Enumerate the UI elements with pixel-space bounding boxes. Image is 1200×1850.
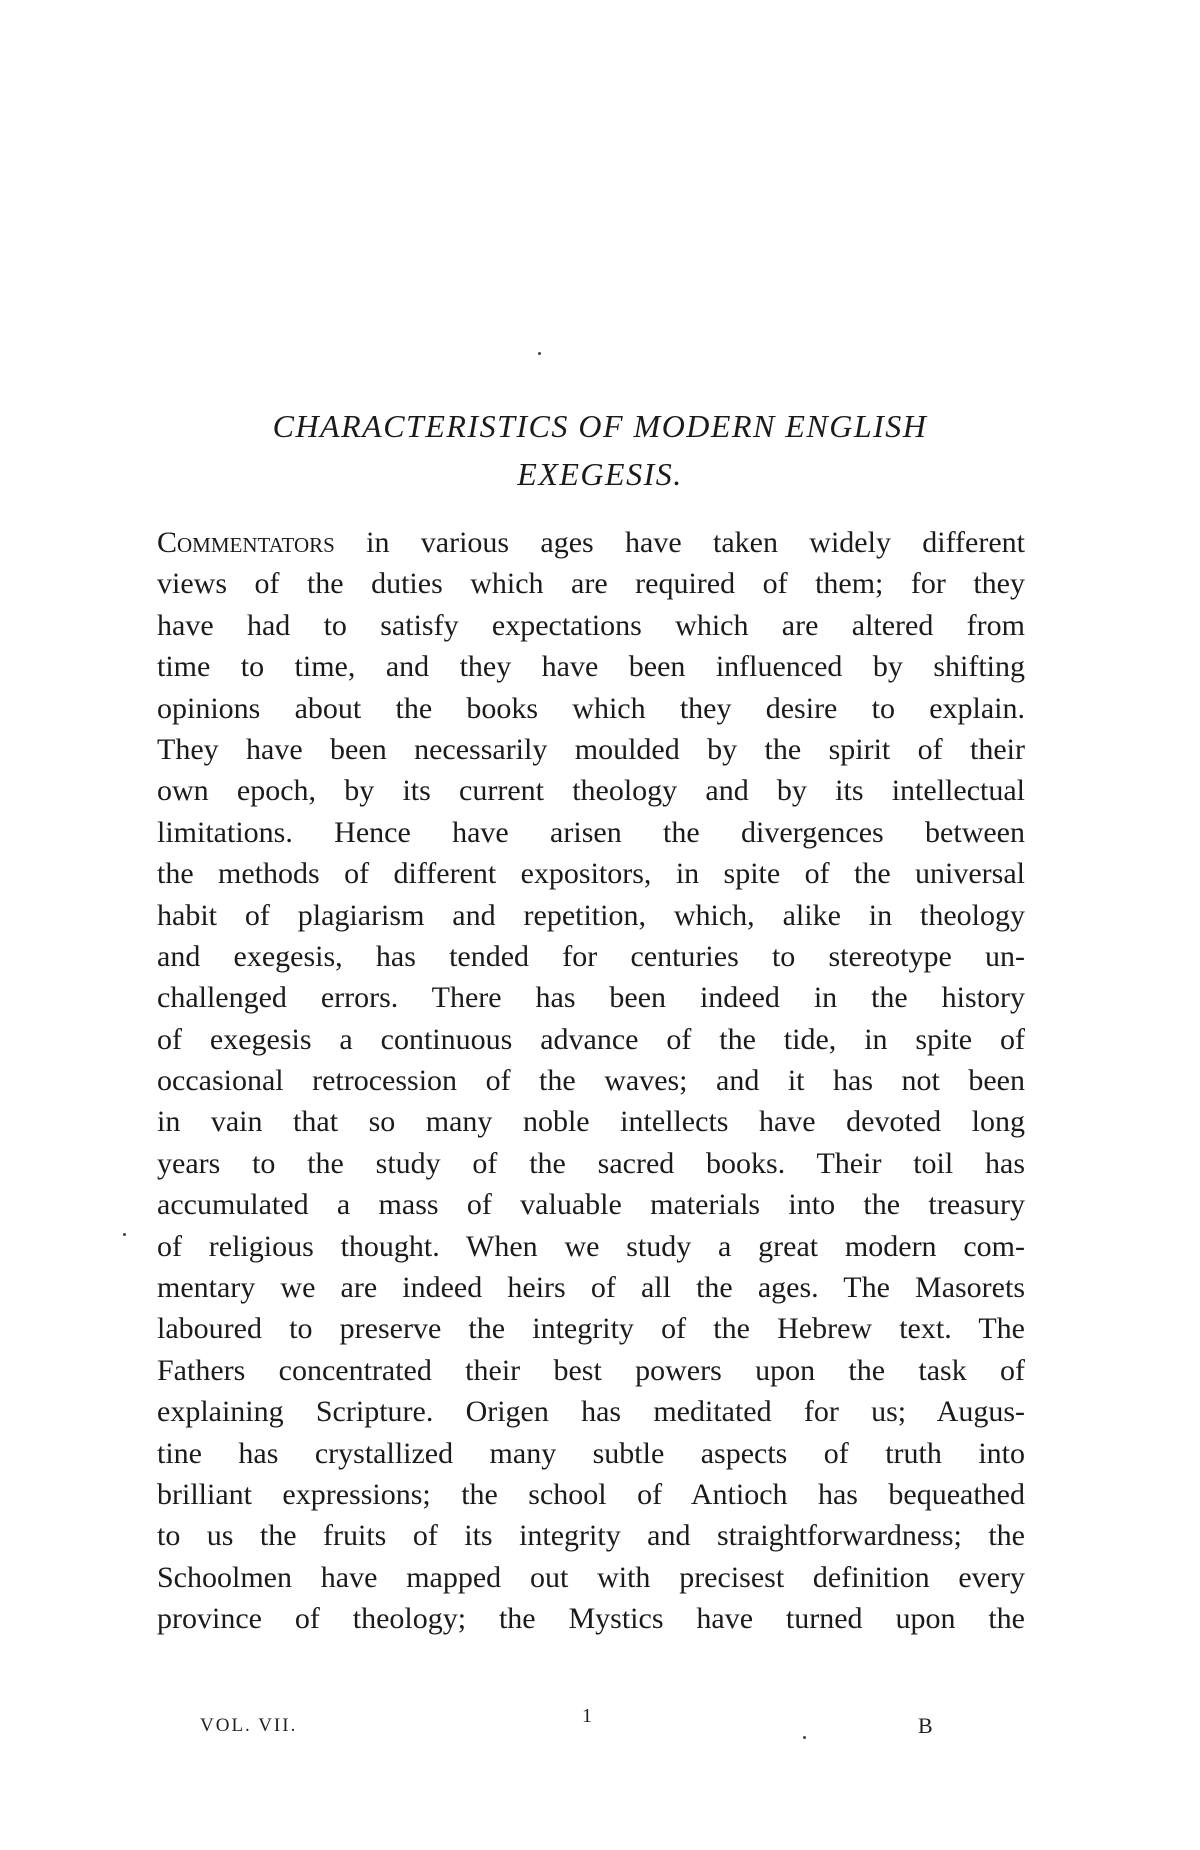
first-line-rest: in various ages have taken widely different <box>334 526 1025 559</box>
signature-mark: B <box>918 1713 933 1738</box>
opening-word: Commentators <box>157 526 335 559</box>
body-line: Fathers concentrated their best powers upon the task of <box>157 1353 1025 1387</box>
body-line: challenged errors. There has been indeed in the history <box>157 981 1025 1015</box>
body-line: own epoch, by its current theology and by its intellectual <box>157 774 1025 808</box>
body-line: of exegesis a continuous advance of the tide, in spite of <box>157 1022 1025 1056</box>
body-line: accumulated a mass of valuable materials into the treasury <box>157 1188 1025 1222</box>
body-line-1 <box>157 522 1025 563</box>
scan-speck <box>538 352 541 355</box>
body-line: tine has crystallized many subtle aspects of truth into <box>157 1436 1025 1470</box>
body-line: Schoolmen have mapped out with precisest definition every <box>157 1560 1025 1594</box>
body-line: views of the duties which are required of them; for they <box>157 567 1025 601</box>
page-number: 1 <box>582 1705 592 1727</box>
chapter-title <box>155 402 1045 498</box>
body-line: habit of plagiarism and repetition, which, alike in theology <box>157 898 1025 932</box>
scan-speck <box>803 1736 806 1739</box>
body-text <box>157 522 1025 1640</box>
body-line: the methods of different expositors, in spite of the universal <box>157 857 1025 891</box>
body-line: time to time, and they have been influenced by shifting <box>157 650 1025 684</box>
body-line: of religious thought. When we study a great modern com- <box>157 1229 1025 1263</box>
scan-speck <box>123 1233 126 1236</box>
body-line: province of theology; the Mystics have turned upon the <box>157 1602 1025 1636</box>
body-line: have had to satisfy expectations which are altered from <box>157 608 1025 642</box>
body-line: to us the fruits of its integrity and straightforwardness; the <box>157 1519 1025 1553</box>
body-line: occasional retrocession of the waves; and it has not been <box>157 1064 1025 1098</box>
chapter-title-line-1: CHARACTERISTICS OF MODERN ENGLISH <box>272 408 928 444</box>
volume-label: VOL. VII. <box>200 1715 298 1736</box>
body-line: opinions about the books which they desire to explain. <box>157 691 1025 725</box>
body-line: and exegesis, has tended for centuries to stereotype un- <box>157 939 1025 973</box>
body-line: limitations. Hence have arisen the divergences between <box>157 815 1025 849</box>
body-line: years to the study of the sacred books. Their toil has <box>157 1146 1025 1180</box>
page-footer <box>0 1705 1200 1745</box>
body-line: explaining Scripture. Origen has meditated for us; Augus- <box>157 1395 1025 1429</box>
body-line: laboured to preserve the integrity of the Hebrew text. The <box>157 1312 1025 1346</box>
body-line: mentary we are indeed heirs of all the ages. The Masorets <box>157 1271 1025 1305</box>
body-line: in vain that so many noble intellects have devoted long <box>157 1105 1025 1139</box>
body-line: They have been necessarily moulded by the spirit of their <box>157 732 1025 766</box>
chapter-title-line-2: EXEGESIS. <box>517 456 683 492</box>
body-line: brilliant expressions; the school of Antioch has bequeathed <box>157 1477 1025 1511</box>
